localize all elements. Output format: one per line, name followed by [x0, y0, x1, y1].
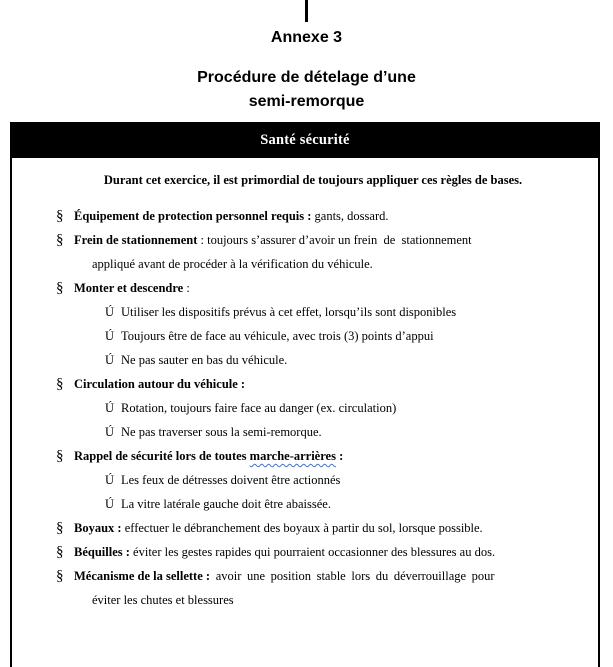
- sub-bullet: Ú: [105, 497, 115, 511]
- section-bullet: §: [56, 520, 64, 536]
- list-subitem-text: Ne pas traverser sous la semi-remorque.: [121, 425, 322, 439]
- list-item-text: Équipement de protection personnel requis : gants, dossard.: [74, 209, 389, 223]
- list-item-text: Frein de stationnement : toujours s’assurer d’avoir un frein de stationnement appliqué avant de procéder à la vérification du véhicule.: [74, 233, 472, 271]
- annex-title: Annexe 3: [270, 29, 343, 46]
- list-subitem: [105, 396, 570, 420]
- sub-bullet: Ú: [105, 473, 115, 487]
- section-bullet: §: [56, 448, 64, 464]
- list-item: [56, 516, 570, 540]
- list-subitem: [105, 492, 570, 516]
- list-item-text: Béquilles : éviter les gestes rapides qui pourraient occasionner des blessures au dos.: [74, 545, 496, 559]
- section-bullet: §: [56, 568, 64, 584]
- document-title-line1: Procédure de dételage d’une: [197, 69, 416, 86]
- content-box: [10, 122, 600, 667]
- list-subitem: [105, 324, 570, 348]
- section-bullet: §: [56, 232, 64, 248]
- list-subitem: [105, 348, 570, 372]
- document-title-line2: semi-remorque: [248, 93, 365, 110]
- list-item: [56, 372, 570, 396]
- list-subitem-text: Ne pas sauter en bas du véhicule.: [121, 353, 288, 367]
- list-subitem: [105, 468, 570, 492]
- sub-bullet: Ú: [105, 401, 115, 415]
- safety-rules-list: [56, 204, 570, 612]
- intro-text: Durant cet exercice, il est primordial de toujours appliquer ces règles de bases.: [103, 173, 523, 187]
- list-subitem: [105, 300, 570, 324]
- spellcheck-flagged-word: marche-arrières: [249, 449, 336, 463]
- document-title: [0, 66, 613, 114]
- sub-bullet: Ú: [105, 329, 115, 343]
- section-bullet: §: [56, 544, 64, 560]
- sub-bullet: Ú: [105, 305, 115, 319]
- list-item-text: Monter et descendre :: [74, 281, 190, 295]
- list-item-text: Circulation autour du véhicule :: [74, 377, 246, 391]
- list-item: [56, 444, 570, 468]
- vertical-line: [305, 0, 308, 22]
- sub-bullet: Ú: [105, 353, 115, 367]
- list-subitem: [105, 420, 570, 444]
- list-item: [56, 540, 570, 564]
- sub-bullet: Ú: [105, 425, 115, 439]
- list-subitem-text: Utiliser les dispositifs prévus à cet effet, lorsqu’ils sont disponibles: [121, 305, 457, 319]
- section-bullet: §: [56, 280, 64, 296]
- section-banner: [12, 122, 598, 158]
- list-item-text: Mécanisme de la sellette : avoir une position stable lors du déverrouillage pour éviter les chutes et blessures: [74, 569, 495, 607]
- list-item-text: Boyaux : effectuer le débranchement des boyaux à partir du sol, lorsque possible.: [74, 521, 483, 535]
- list-subitem-text: Les feux de détresses doivent être actionnés: [121, 473, 341, 487]
- list-item: [56, 228, 570, 276]
- banner-title: Santé sécurité: [260, 132, 350, 148]
- section-content: [12, 158, 598, 612]
- list-item: [56, 564, 570, 612]
- list-item: [56, 276, 570, 300]
- list-subitem-text: Rotation, toujours faire face au danger (ex. circulation): [121, 401, 397, 415]
- section-bullet: §: [56, 376, 64, 392]
- section-bullet: §: [56, 208, 64, 224]
- list-subitem-text: Toujours être de face au véhicule, avec trois (3) points d’appui: [121, 329, 434, 343]
- list-item-text: Rappel de sécurité lors de toutes marche-arrières :: [74, 449, 344, 463]
- list-item: [56, 204, 570, 228]
- list-subitem-text: La vitre latérale gauche doit être abaissée.: [121, 497, 331, 511]
